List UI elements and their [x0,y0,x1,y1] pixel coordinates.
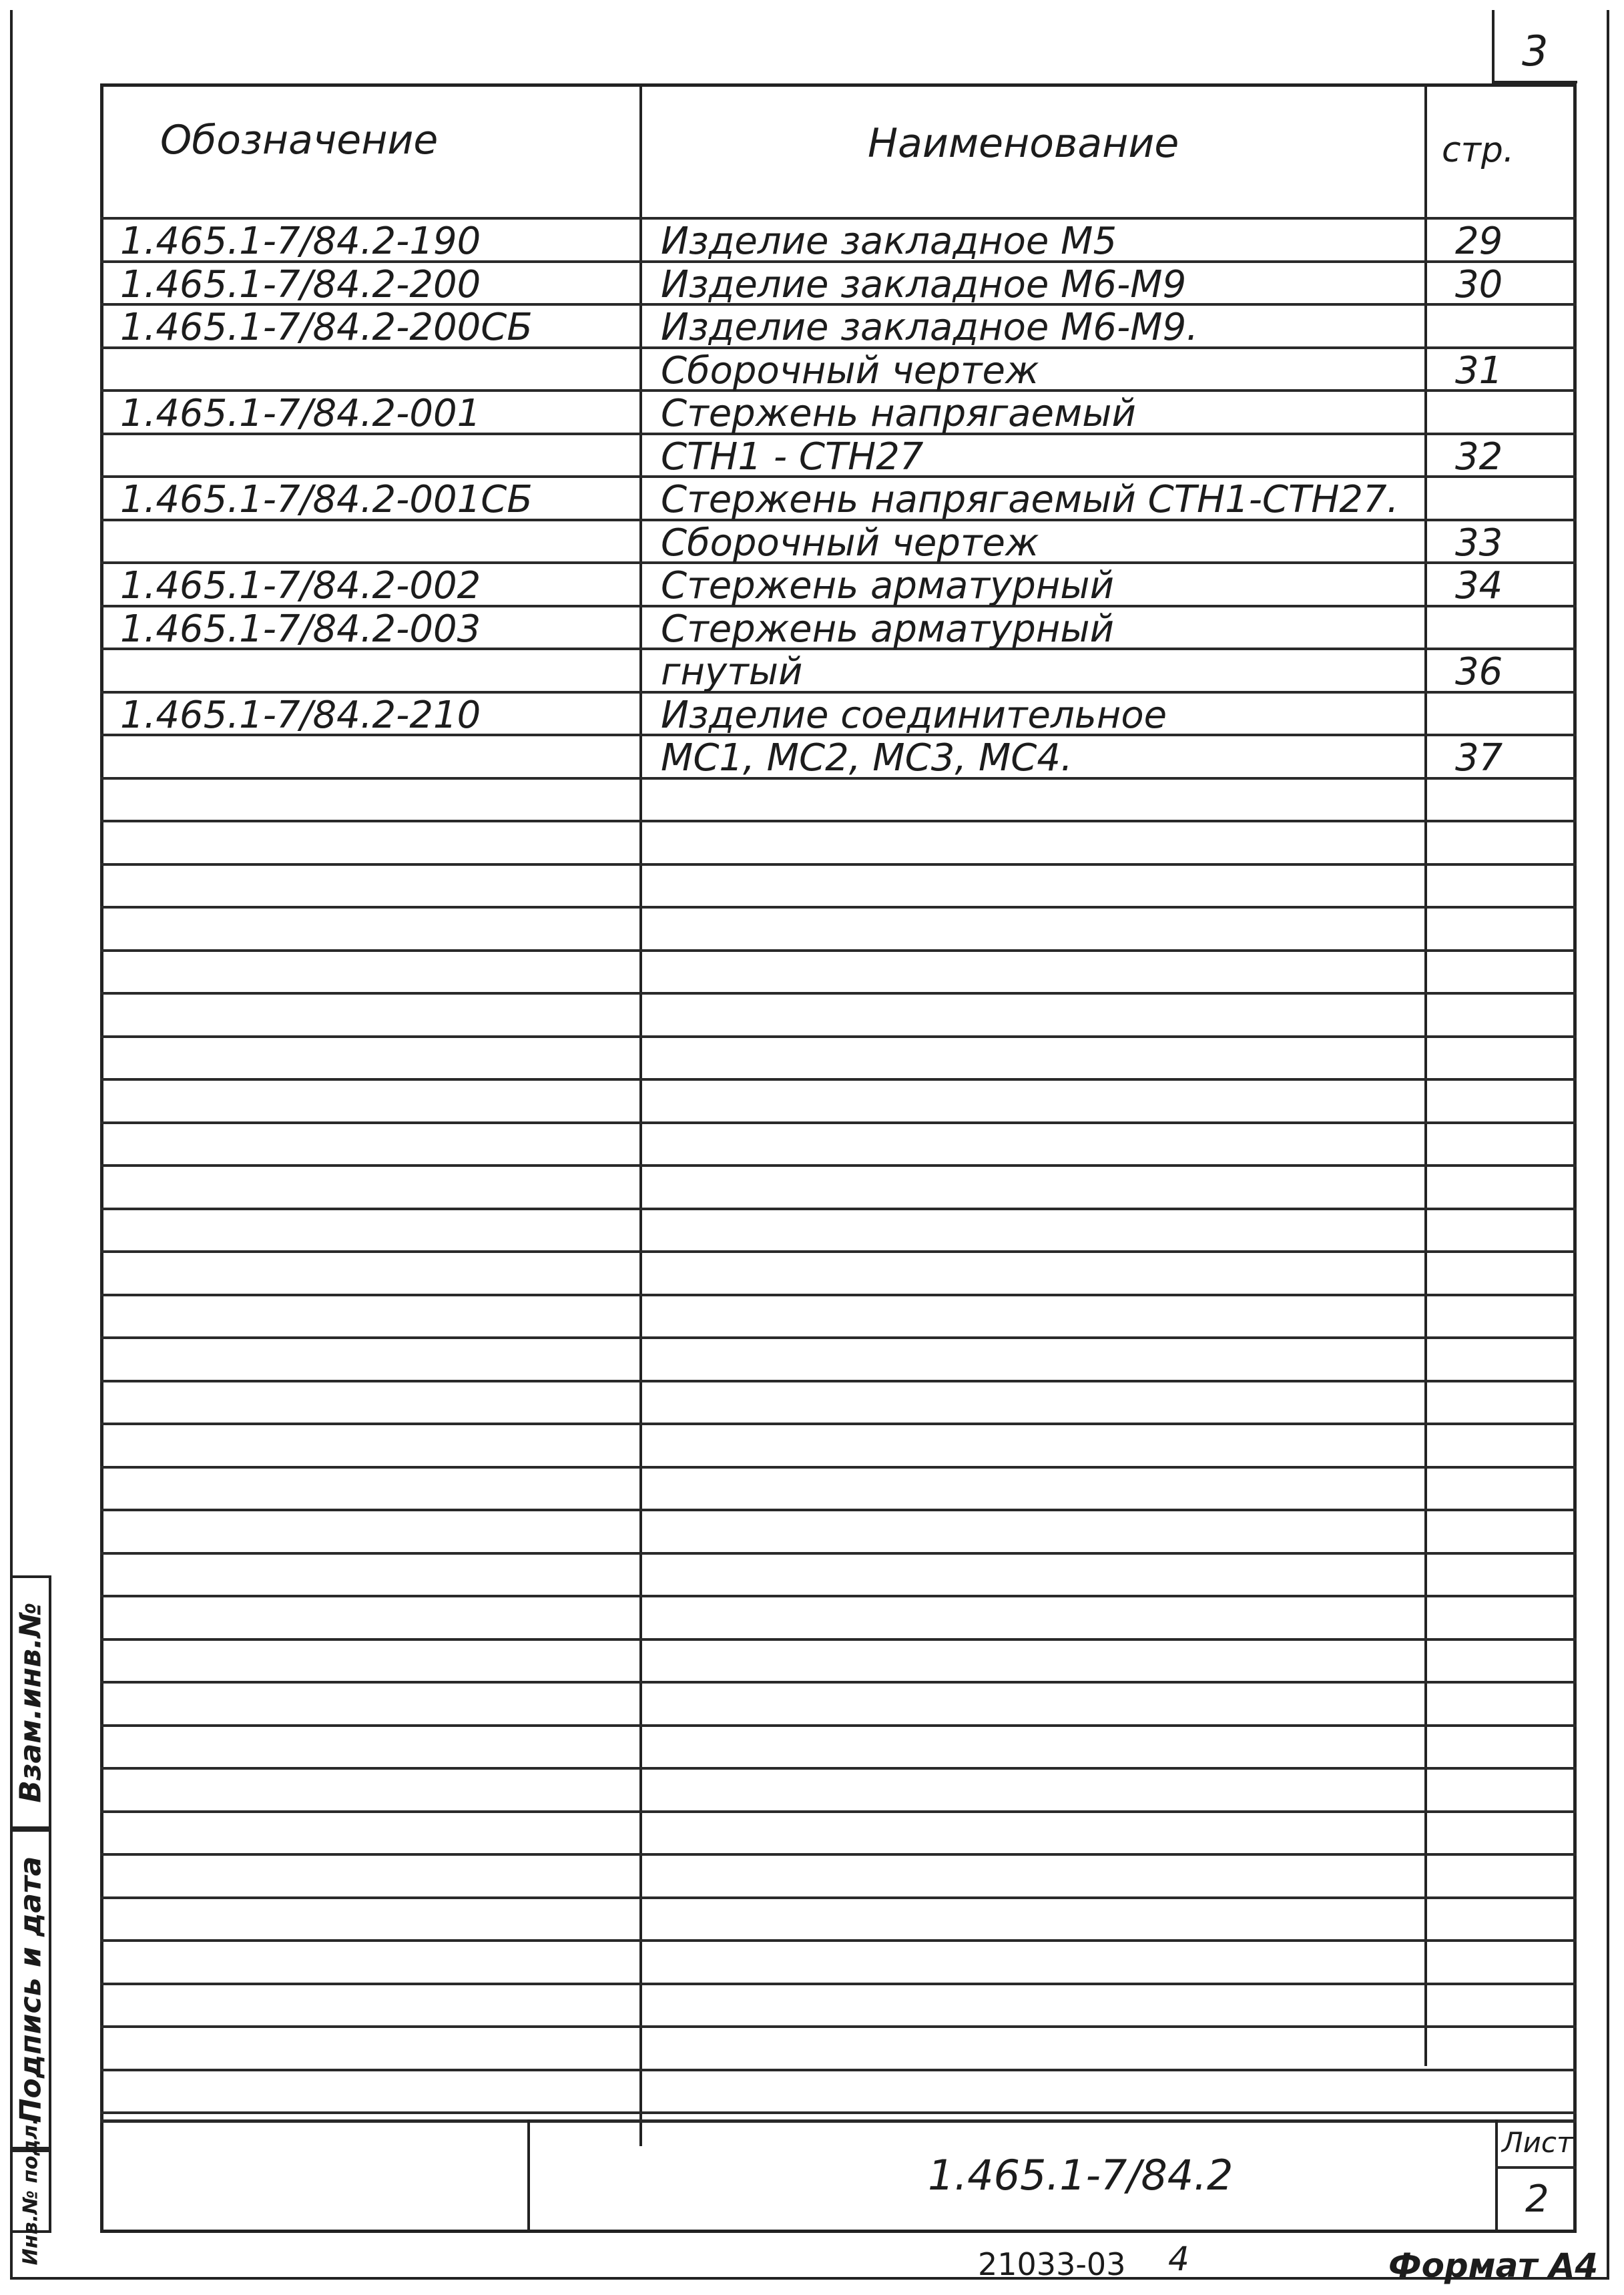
row-rule-line [100,1078,1577,1081]
row-page: 34 [1455,564,1503,607]
format-label: Формат А4 [1388,2246,1599,2285]
row-designation: 1.465.1-7/84.2-200СБ [120,306,533,349]
row-name: Стержень напрягаемый СТН1-СТН27. [661,478,1399,521]
row-name: Сборочный чертеж [661,521,1039,565]
row-rule-line [100,1552,1577,1555]
title-block-sheet-line [1495,2166,1577,2169]
row-rule-line [100,1336,1577,1339]
column-divider-designation [639,83,642,2146]
row-rule-line [100,1121,1577,1124]
header-page: стр. [1442,130,1515,170]
row-rule-line [100,1681,1577,1684]
row-rule-line [100,2069,1577,2071]
row-rule-line [100,1250,1577,1253]
row-rule-line [100,992,1577,995]
row-rule-line [100,863,1577,866]
row-rule-line [100,1896,1577,1899]
header-designation: Обозначение [160,117,439,164]
row-name: Изделие соединительное [661,693,1167,737]
title-block-divider [527,2119,530,2233]
row-name: Изделие закладное М5 [661,220,1117,263]
row-rule-line [100,1638,1577,1641]
row-name: Стержень напрягаемый [661,392,1136,435]
stamp-replacement-inv: Взам.инв.№ [10,1575,51,1829]
row-name: гнутый [661,650,803,694]
row-name: МС1, МС2, МС3, МС4. [661,736,1073,780]
row-rule-line [100,820,1577,822]
row-designation: 1.465.1-7/84.2-002 [120,564,481,607]
row-designation: 1.465.1-7/84.2-001СБ [120,478,533,521]
row-rule-line [100,1983,1577,1985]
stamp-inv-original: Инв.№ подл. [10,2149,51,2233]
row-rule-line [100,1423,1577,1425]
row-page: 29 [1455,220,1503,263]
row-page: 33 [1455,521,1503,565]
row-rule-line [100,1164,1577,1167]
row-rule-line [100,2111,1577,2114]
row-page: 30 [1455,262,1503,306]
row-page: 31 [1455,348,1503,393]
row-designation: 1.465.1-7/84.2-200 [120,262,481,306]
sheet-number: 2 [1525,2178,1549,2221]
row-name: Изделие закладное М6-М9. [661,306,1199,349]
copy-mark: 4 [1168,2240,1189,2278]
row-rule-line [100,1035,1577,1038]
row-rule-line [100,1466,1577,1469]
row-rule-line [100,2025,1577,2028]
row-rule-line [100,949,1577,952]
row-name: Сборочный чертеж [661,348,1039,393]
title-block-sheet-divider [1495,2119,1498,2233]
page-number: 3 [1522,27,1549,75]
row-rule-line [100,1810,1577,1813]
row-rule-line [100,1595,1577,1597]
row-page: 37 [1455,736,1503,780]
row-name: Стержень арматурный [661,607,1114,651]
title-block-top-line [100,2119,1577,2123]
sheet-label: Лист [1502,2126,1573,2159]
row-rule-line [100,1294,1577,1296]
row-page: 36 [1455,650,1503,694]
row-rule-line [100,1509,1577,1511]
row-designation: 1.465.1-7/84.2-001 [120,392,481,435]
stamp-signature-date: Подпись и дата [10,1829,51,2149]
row-rule-line [100,1208,1577,1210]
row-rule-line [100,1853,1577,1856]
document-code: 1.465.1-7/84.2 [928,2151,1234,2200]
row-designation: 1.465.1-7/84.2-003 [120,607,481,651]
row-designation: 1.465.1-7/84.2-210 [120,693,481,737]
row-rule-line [100,1939,1577,1942]
row-rule-line [100,1724,1577,1727]
archive-number: 21033-03 [978,2246,1126,2282]
row-name: СТН1 - СТН27 [661,435,924,479]
row-rule-line [100,906,1577,909]
row-name: Изделие закладное М6-М9 [661,262,1187,306]
row-name: Стержень арматурный [661,564,1114,607]
header-name: Наименование [868,120,1179,167]
row-rule-line [100,1767,1577,1770]
row-page: 32 [1455,435,1503,479]
row-designation: 1.465.1-7/84.2-190 [120,220,481,263]
row-rule-line [100,1380,1577,1382]
